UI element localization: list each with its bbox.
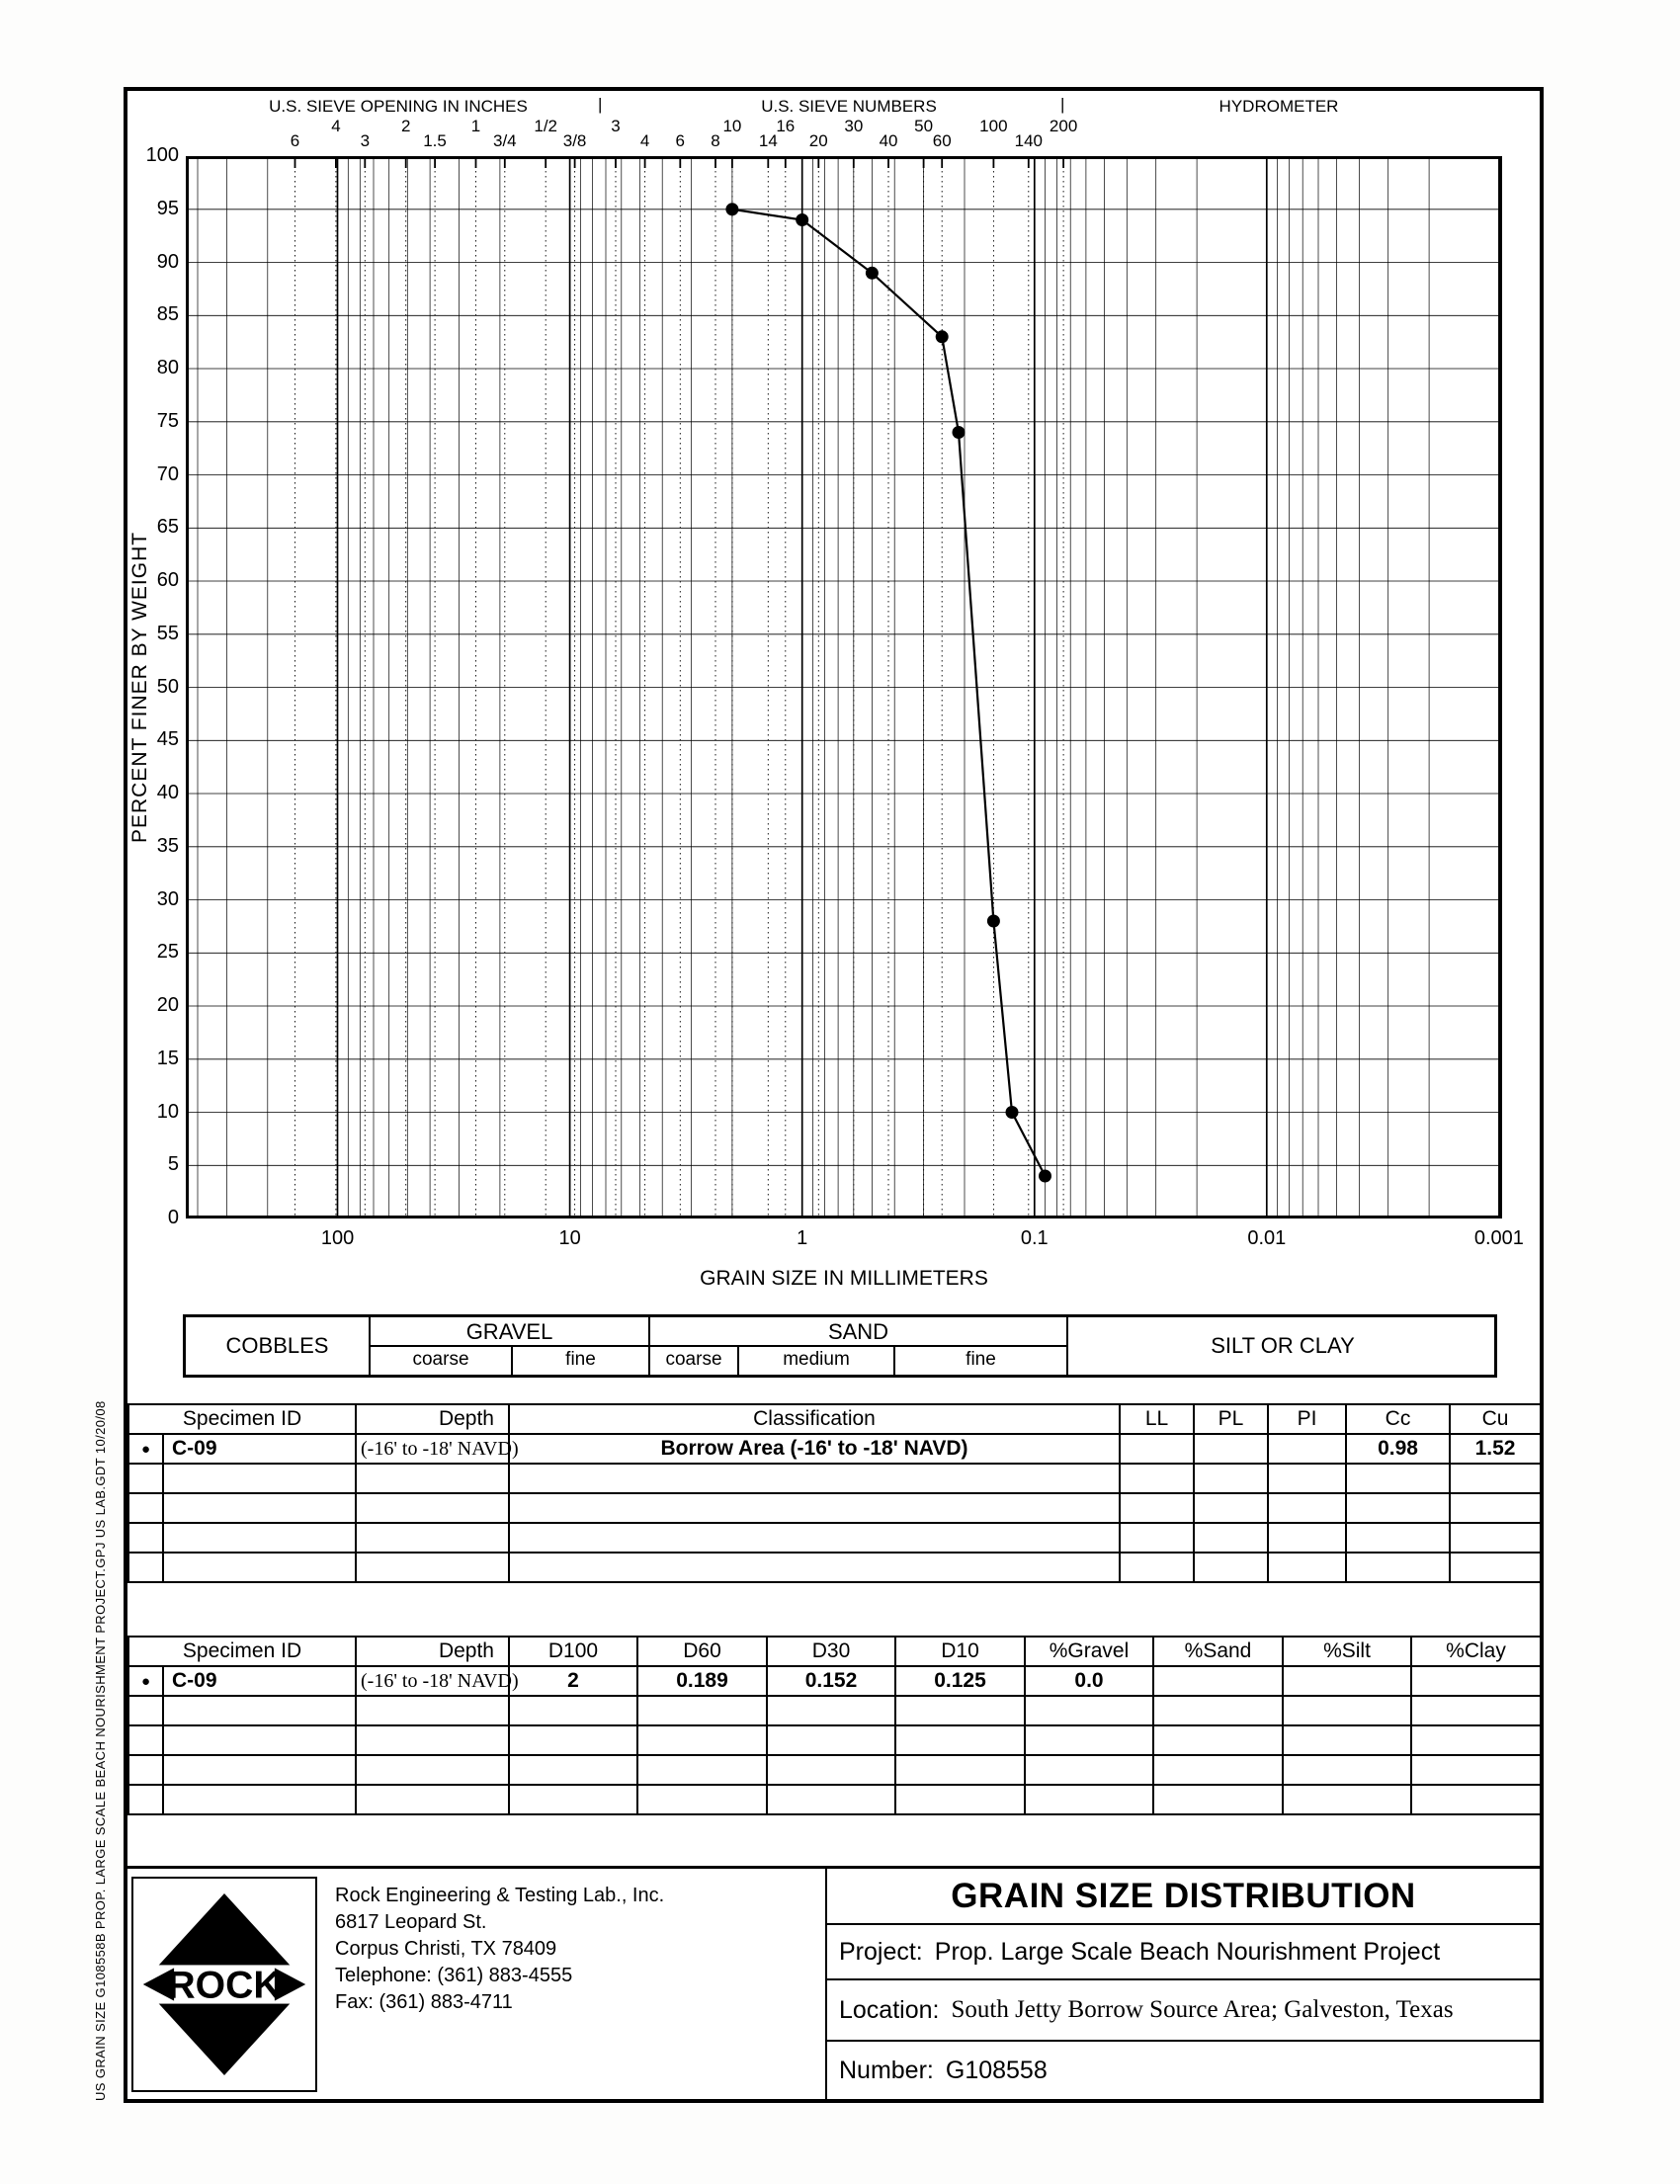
gradation-table <box>127 1636 1542 1815</box>
table-cell <box>356 1464 509 1493</box>
table-cell <box>1120 1523 1194 1553</box>
size-group-silt-clay <box>1066 1317 1497 1375</box>
y-tick-label: 40 <box>156 782 179 803</box>
column-header: LL <box>1120 1404 1194 1434</box>
table-cell <box>1283 1725 1411 1755</box>
sieve-size-labels <box>127 117 1540 156</box>
table-cell <box>1346 1493 1450 1523</box>
y-tick-label: 20 <box>156 994 179 1016</box>
logo-box <box>131 1877 317 2092</box>
table-cell <box>637 1725 767 1755</box>
table-cell <box>356 1725 509 1755</box>
table-cell <box>1025 1785 1153 1814</box>
table-cell <box>163 1464 356 1493</box>
table-cell <box>1153 1696 1283 1725</box>
table-cell: Borrow Area (-16' to -18' NAVD) <box>509 1434 1120 1464</box>
table-cell <box>895 1785 1025 1814</box>
table-cell <box>767 1785 895 1814</box>
y-tick-label: 15 <box>156 1047 179 1069</box>
column-header: D100 <box>509 1637 637 1666</box>
y-tick-label: 55 <box>156 622 179 644</box>
location-row <box>827 1980 1540 2042</box>
sieve-tick-label: 2 <box>400 117 411 135</box>
table-cell <box>128 1553 163 1582</box>
y-tick-label: 10 <box>156 1100 179 1123</box>
table-cell <box>1194 1493 1268 1523</box>
table-cell: ● <box>128 1666 163 1696</box>
y-tick-label: 25 <box>156 941 179 964</box>
size-group-cobbles <box>186 1317 369 1375</box>
table-cell <box>163 1696 356 1725</box>
column-header: %Sand <box>1153 1637 1283 1666</box>
empty-row <box>128 1464 1541 1493</box>
table-cell <box>1450 1493 1541 1523</box>
table-cell <box>1268 1493 1346 1523</box>
table-cell <box>509 1493 1120 1523</box>
table-cell <box>1268 1523 1346 1553</box>
sieve-tick-label: 140 <box>1014 131 1043 150</box>
y-tick-label: 0 <box>167 1207 179 1228</box>
table-cell: 1.52 <box>1450 1434 1541 1464</box>
table-cell <box>895 1696 1025 1725</box>
sieve-tick-label: 6 <box>290 131 300 150</box>
table-cell <box>509 1553 1120 1582</box>
title-block <box>127 1866 1540 2099</box>
table-cell <box>767 1696 895 1725</box>
x-axis-title: GRAIN SIZE IN MILLIMETERS <box>700 1267 988 1290</box>
header-hydrometer-label: HYDROMETER <box>1218 97 1339 116</box>
column-header: Specimen ID <box>128 1404 356 1434</box>
size-group-label: SILT OR CLAY <box>1211 1333 1355 1358</box>
x-tick-label: 1 <box>797 1227 808 1249</box>
column-header: %Clay <box>1411 1637 1541 1666</box>
empty-row <box>128 1553 1541 1582</box>
sieve-tick-label: 30 <box>844 117 864 135</box>
x-tick-label: 10 <box>558 1227 581 1249</box>
company-street: 6817 Leopard St. <box>335 1911 487 1933</box>
table-cell <box>637 1696 767 1725</box>
x-tick-label: 0.1 <box>1020 1227 1049 1249</box>
header-row <box>128 1637 1541 1666</box>
size-group-label: GRAVEL <box>371 1317 648 1347</box>
table-cell: (-16' to -18' NAVD) <box>356 1434 509 1464</box>
table-cell <box>163 1725 356 1755</box>
sieve-tick-label: 6 <box>675 131 685 150</box>
y-axis-title: PERCENT FINER BY WEIGHT <box>128 531 151 844</box>
empty-row <box>128 1755 1541 1785</box>
data-row <box>128 1666 1541 1696</box>
table-cell <box>1025 1755 1153 1785</box>
table-cell: 0.152 <box>767 1666 895 1696</box>
table-cell <box>128 1785 163 1814</box>
table-cell <box>1450 1464 1541 1493</box>
table-cell <box>1153 1755 1283 1785</box>
location-label: Location: <box>839 1995 940 2024</box>
table-cell <box>509 1755 637 1785</box>
table-cell: 0.98 <box>1346 1434 1450 1464</box>
column-header: Depth <box>356 1404 509 1434</box>
table-cell <box>1411 1666 1541 1696</box>
column-header: D30 <box>767 1637 895 1666</box>
table-cell <box>637 1785 767 1814</box>
table-cell <box>1411 1725 1541 1755</box>
sieve-tick-label: 14 <box>758 131 778 150</box>
table-cell <box>356 1696 509 1725</box>
sieve-tick-label: 10 <box>722 117 742 135</box>
table-cell <box>767 1755 895 1785</box>
table-cell <box>128 1696 163 1725</box>
table-cell <box>1346 1464 1450 1493</box>
rock-logo <box>133 1879 315 2090</box>
sieve-tick-label: 1.5 <box>423 131 447 150</box>
location-value: South Jetty Borrow Source Area; Galveston, Texas <box>951 1996 1454 2023</box>
project-value: Prop. Large Scale Beach Nourishment Project <box>934 1937 1441 1966</box>
header-separator: | <box>598 95 603 114</box>
number-value: G108558 <box>945 2057 1048 2084</box>
sieve-tick-label: 40 <box>879 131 898 150</box>
table-cell <box>163 1523 356 1553</box>
sieve-tick-label: 4 <box>639 131 650 150</box>
column-header: Cu <box>1450 1404 1541 1434</box>
table-cell <box>163 1493 356 1523</box>
table-cell <box>1153 1666 1283 1696</box>
table-cell <box>1411 1696 1541 1725</box>
x-tick-label: 0.01 <box>1247 1227 1287 1249</box>
size-subgroup-label: coarse <box>412 1349 469 1370</box>
empty-row <box>128 1493 1541 1523</box>
side-margin-note: US GRAIN SIZE G108558B PROP. LARGE SCALE BEACH NOURISHMENT PROJECT.GPJ US LAB.GDT 10/20/08 <box>93 1400 108 2101</box>
table-cell <box>1153 1785 1283 1814</box>
size-subgroup-label: coarse <box>665 1349 722 1370</box>
y-tick-label: 50 <box>156 675 179 698</box>
y-tick-label: 95 <box>156 197 179 219</box>
company-info <box>335 1883 664 2016</box>
table-cell <box>1450 1523 1541 1553</box>
size-subgroup-label: fine <box>893 1347 1066 1375</box>
x-tick-label: 100 <box>320 1227 355 1249</box>
table-cell <box>509 1523 1120 1553</box>
empty-row <box>128 1725 1541 1755</box>
table-cell <box>1120 1434 1194 1464</box>
sieve-tick-label: 200 <box>1049 117 1078 135</box>
y-tick-label: 60 <box>156 569 179 591</box>
grain-size-distribution-chart <box>186 156 1502 1218</box>
header-sieve-numbers-label: U.S. SIEVE NUMBERS <box>761 97 937 116</box>
empty-row <box>128 1696 1541 1725</box>
project-label: Project: <box>839 1937 923 1966</box>
y-tick-label: 70 <box>156 462 179 485</box>
table-cell <box>1268 1553 1346 1582</box>
column-header: Depth <box>356 1637 509 1666</box>
column-header: D10 <box>895 1637 1025 1666</box>
y-tick-label: 85 <box>156 303 179 326</box>
number-label: Number: <box>839 2057 934 2084</box>
column-header: %Gravel <box>1025 1637 1153 1666</box>
grain-size-report-frame <box>124 87 1544 2103</box>
table-cell <box>637 1755 767 1785</box>
y-tick-label: 90 <box>156 250 179 273</box>
number-row <box>827 2042 1540 2100</box>
table-cell <box>128 1523 163 1553</box>
table-cell <box>1120 1553 1194 1582</box>
table-cell <box>509 1785 637 1814</box>
report-title: GRAIN SIZE DISTRIBUTION <box>827 1869 1540 1925</box>
table-cell <box>1283 1696 1411 1725</box>
sieve-tick-label: 3 <box>360 131 371 150</box>
sieve-tick-label: 1/2 <box>534 117 558 135</box>
company-name: Rock Engineering & Testing Lab., Inc. <box>335 1885 665 1906</box>
sieve-tick-label: 60 <box>932 131 952 150</box>
project-row <box>827 1925 1540 1980</box>
table-cell <box>509 1464 1120 1493</box>
size-group-label: COBBLES <box>225 1333 329 1358</box>
sieve-tick-label: 1 <box>470 117 481 135</box>
y-tick-label: 45 <box>156 728 179 751</box>
table-cell <box>767 1725 895 1755</box>
table-cell: C-09 <box>163 1666 356 1696</box>
table-cell: C-09 <box>163 1434 356 1464</box>
sieve-tick-label: 3/4 <box>492 131 517 150</box>
empty-row <box>128 1785 1541 1814</box>
table-cell <box>1283 1755 1411 1785</box>
table-cell <box>1268 1464 1346 1493</box>
table-cell: 0.125 <box>895 1666 1025 1696</box>
table-cell <box>1025 1725 1153 1755</box>
table-cell <box>356 1523 509 1553</box>
logo-text: ROCK <box>167 1964 282 2007</box>
table-cell <box>1194 1434 1268 1464</box>
table-cell <box>1450 1553 1541 1582</box>
data-row <box>128 1434 1541 1464</box>
table-cell <box>128 1755 163 1785</box>
table-cell <box>509 1696 637 1725</box>
table-cell <box>356 1785 509 1814</box>
table-cell <box>895 1755 1025 1785</box>
table-cell <box>895 1725 1025 1755</box>
size-subgroup-label: medium <box>737 1347 893 1375</box>
size-group-sand <box>648 1317 1066 1375</box>
column-header: PI <box>1268 1404 1346 1434</box>
table-cell <box>1120 1464 1194 1493</box>
sieve-tick-label: 16 <box>776 117 796 135</box>
table-cell <box>128 1464 163 1493</box>
column-header: Classification <box>509 1404 1120 1434</box>
table-cell: 0.189 <box>637 1666 767 1696</box>
table-cell <box>1346 1523 1450 1553</box>
table-cell <box>1411 1755 1541 1785</box>
empty-row <box>128 1523 1541 1553</box>
size-subgroup-label: fine <box>511 1347 648 1375</box>
company-phone: Telephone: (361) 883-4555 <box>335 1965 573 1986</box>
size-group-label: SAND <box>650 1317 1066 1347</box>
sieve-tick-label: 50 <box>914 117 934 135</box>
company-city: Corpus Christi, TX 78409 <box>335 1938 557 1960</box>
header-sieve-inches-label: U.S. SIEVE OPENING IN INCHES <box>269 97 528 116</box>
table-cell: 2 <box>509 1666 637 1696</box>
size-classification-bar <box>183 1314 1497 1378</box>
table-cell <box>1283 1785 1411 1814</box>
table-cell <box>128 1493 163 1523</box>
header-row <box>128 1404 1541 1434</box>
report-info <box>825 1869 1540 2102</box>
size-group-gravel <box>369 1317 648 1375</box>
y-tick-label: 100 <box>145 144 179 166</box>
table-cell <box>1194 1553 1268 1582</box>
sieve-tick-label: 4 <box>331 117 341 135</box>
table-cell: ● <box>128 1434 163 1464</box>
table-cell <box>1411 1785 1541 1814</box>
table-cell <box>163 1553 356 1582</box>
table-cell <box>1283 1666 1411 1696</box>
table-cell <box>1194 1523 1268 1553</box>
table-cell <box>356 1755 509 1785</box>
header-separator: | <box>1060 95 1065 114</box>
classification-table <box>127 1403 1542 1583</box>
y-tick-label: 80 <box>156 357 179 378</box>
table-cell <box>163 1755 356 1785</box>
y-tick-label: 5 <box>167 1153 179 1176</box>
column-header: PL <box>1194 1404 1268 1434</box>
column-header: %Silt <box>1283 1637 1411 1666</box>
company-fax: Fax: (361) 883-4711 <box>335 1991 513 2013</box>
sieve-tick-label: 100 <box>979 117 1008 135</box>
table-cell <box>1153 1725 1283 1755</box>
column-header: D60 <box>637 1637 767 1666</box>
y-tick-label: 30 <box>156 887 179 910</box>
sieve-tick-label: 20 <box>808 131 828 150</box>
table-cell <box>128 1725 163 1755</box>
table-cell: 0.0 <box>1025 1666 1153 1696</box>
table-cell <box>1346 1553 1450 1582</box>
x-tick-label: 0.001 <box>1473 1227 1524 1249</box>
column-header: Cc <box>1346 1404 1450 1434</box>
y-tick-label: 35 <box>156 834 179 857</box>
sieve-tick-label: 8 <box>711 131 720 150</box>
y-tick-label: 75 <box>156 409 179 432</box>
table-cell <box>356 1493 509 1523</box>
sieve-tick-label: 3 <box>611 117 621 135</box>
table-cell <box>1268 1434 1346 1464</box>
table-cell: (-16' to -18' NAVD) <box>356 1666 509 1696</box>
column-header: Specimen ID <box>128 1637 356 1666</box>
table-cell <box>1194 1464 1268 1493</box>
sieve-tick-label: 3/8 <box>562 131 587 150</box>
table-cell <box>163 1785 356 1814</box>
table-cell <box>356 1553 509 1582</box>
table-cell <box>509 1725 637 1755</box>
table-cell <box>1120 1493 1194 1523</box>
y-tick-label: 65 <box>156 516 179 539</box>
table-cell <box>1025 1696 1153 1725</box>
